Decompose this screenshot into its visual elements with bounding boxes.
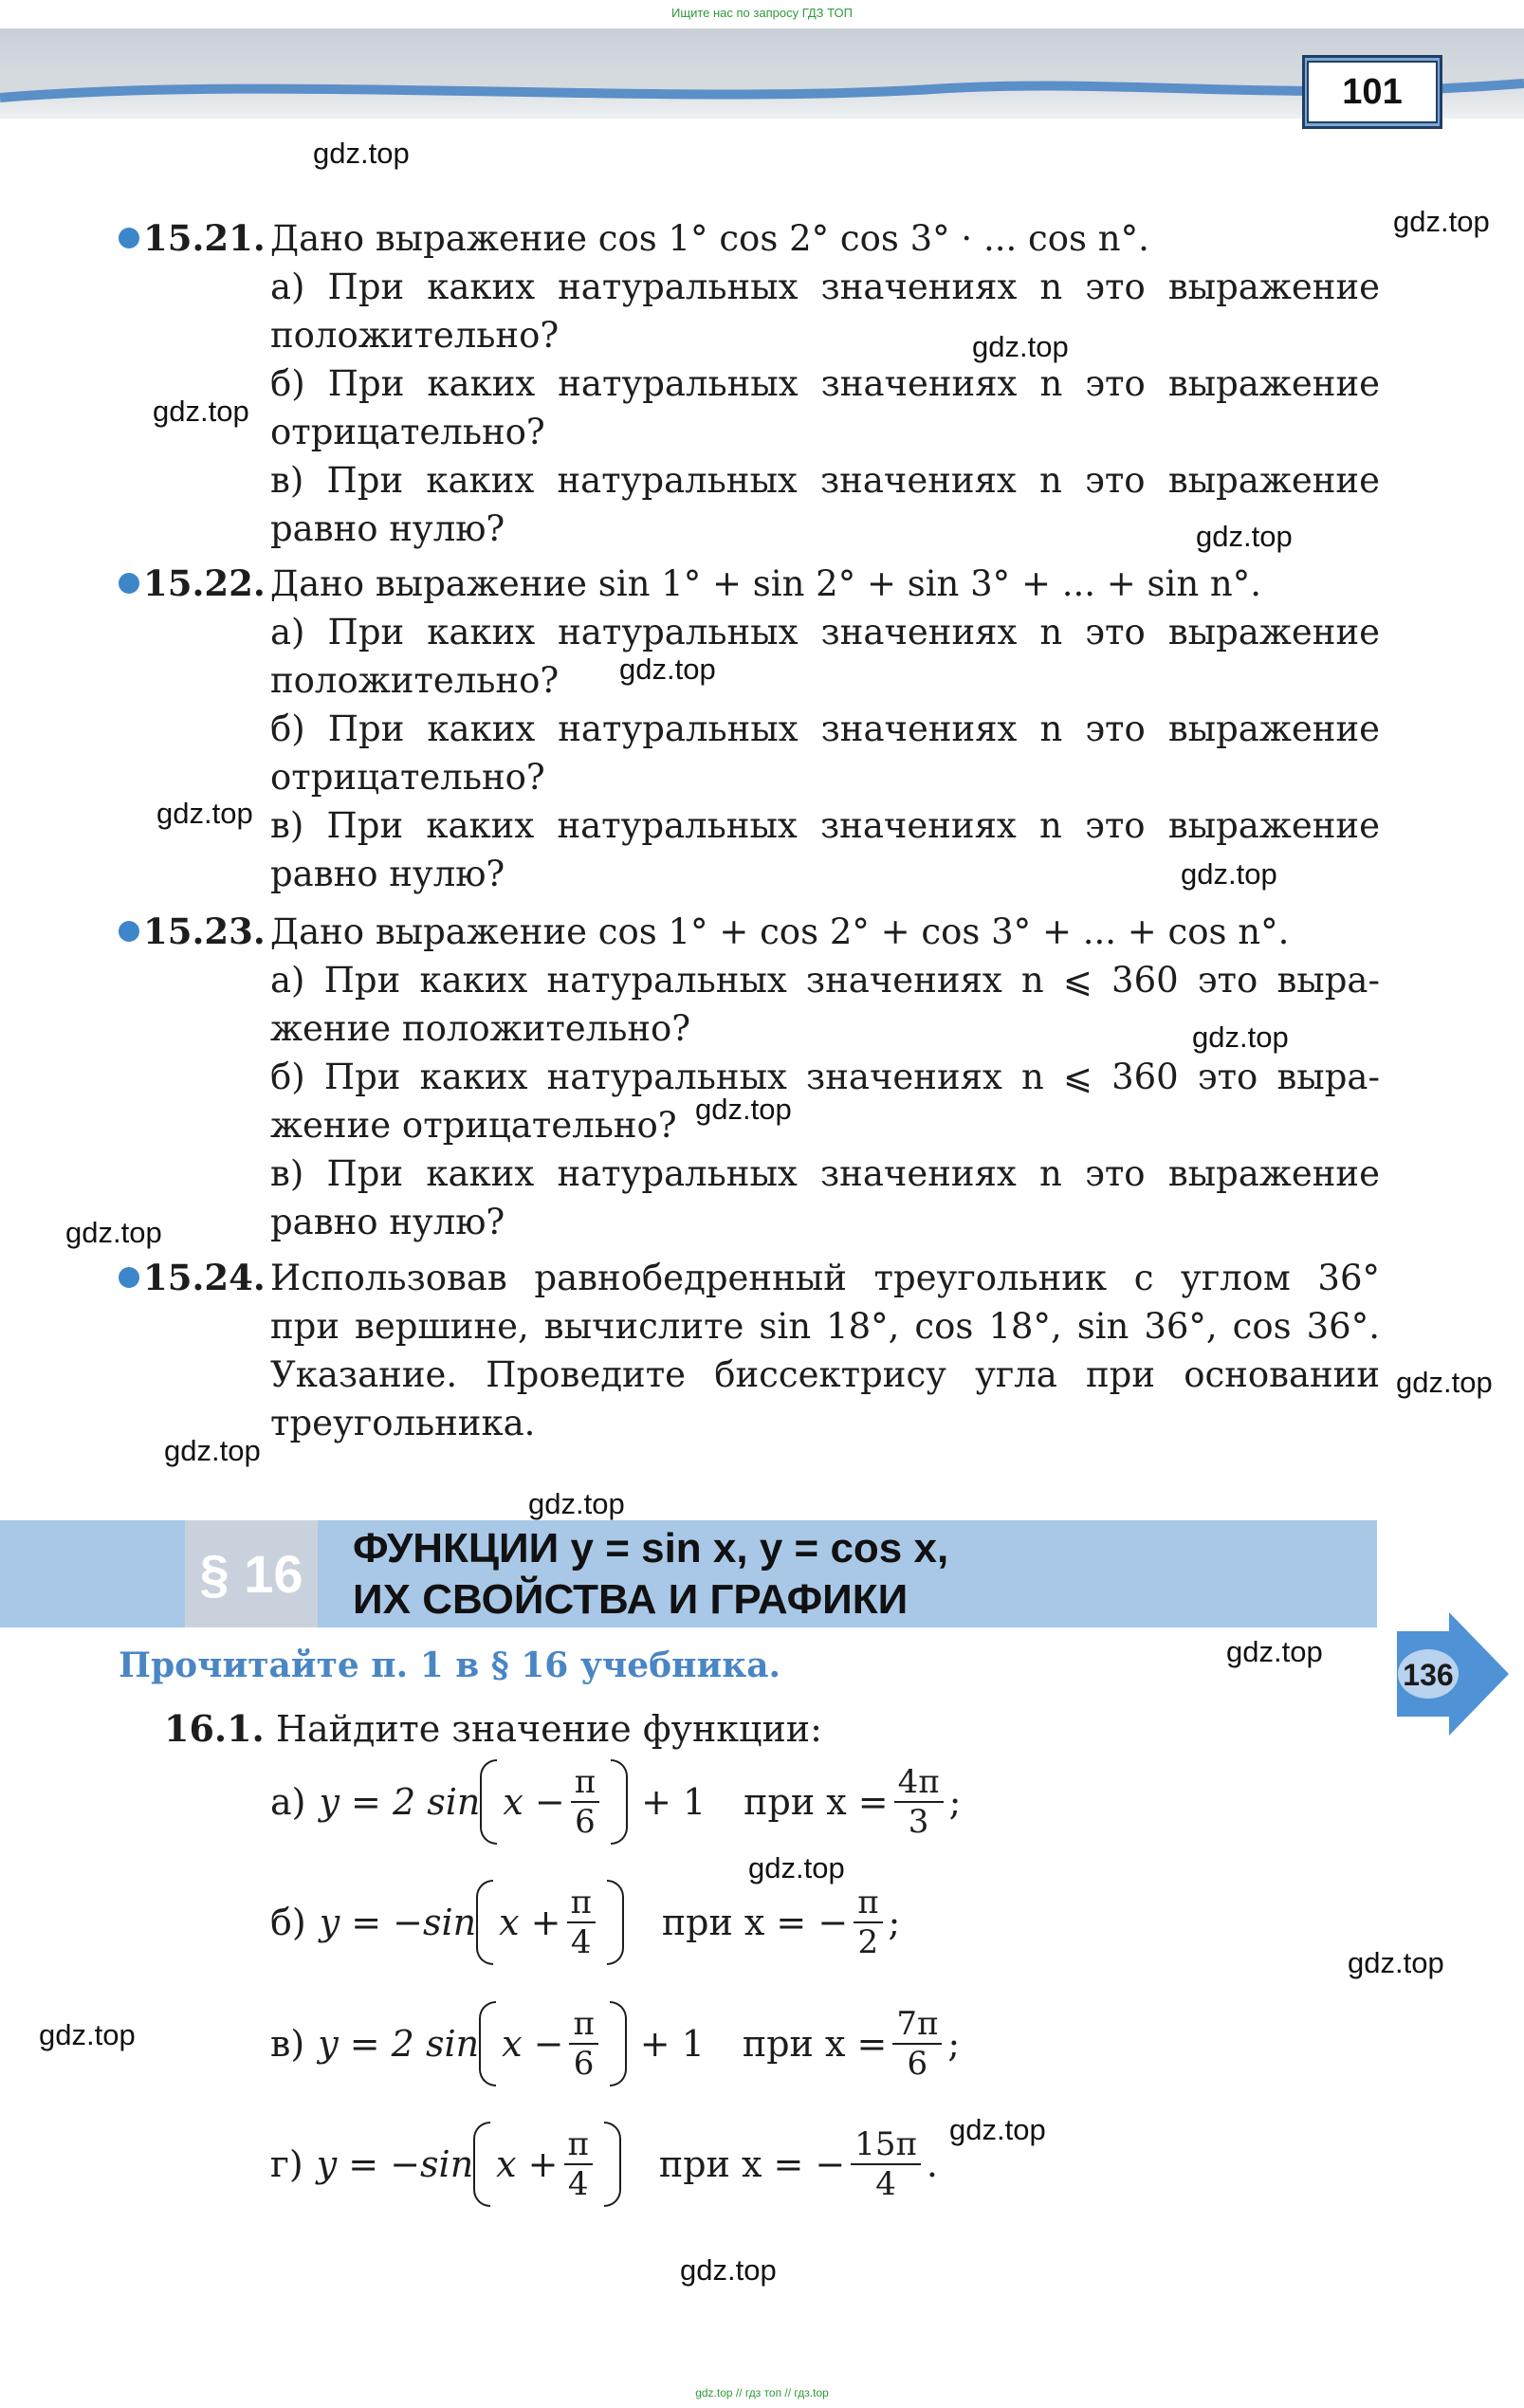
problem-number: 15.21.	[119, 214, 266, 263]
section-title	[353, 1520, 1377, 1626]
problem-15-24	[119, 1254, 1380, 1447]
watermark: gdz.top	[1192, 1020, 1289, 1054]
problem-line: б) При каких натуральных значениях n это выражение	[270, 708, 1380, 749]
header-wave	[0, 71, 1524, 128]
problem-line: равно нулю?	[270, 508, 505, 549]
problem-line: отрицательно?	[270, 757, 545, 798]
problem-number: 15.22.	[119, 560, 266, 608]
formula-item: г) y = −sin x + $\frac{\pi}{4}$ при x = − $\frac{15\pi}{4}$ .	[270, 2122, 938, 2207]
watermark: gdz.top	[1181, 857, 1277, 891]
watermark: gdz.top	[949, 2113, 1046, 2146]
problem-line: Дано выражение cos 1° cos 2° cos 3° · ... cos n°.	[270, 218, 1149, 259]
problem-line: а) При каких натуральных значениях n ⩽ 360 это выра-	[270, 960, 1380, 1001]
bottom-note: gdz.top // гдз топ // гдз.top	[695, 2386, 829, 2399]
problem-line: равно нулю?	[270, 1202, 505, 1242]
watermark: gdz.top	[619, 653, 716, 686]
problem-line: Использовав равнобедренный треугольник с углом 36°	[270, 1258, 1380, 1298]
problem-line: Указание. Проведите биссектрису угла при основании	[270, 1354, 1380, 1395]
section-title-line: ФУНКЦИИ y = sin x, y = cos x,	[353, 1525, 949, 1572]
problem-line: в) При каких натуральных значениях n это выражение	[270, 460, 1380, 501]
watermark: gdz.top	[528, 1487, 625, 1520]
watermark: gdz.top	[1393, 205, 1490, 238]
section-tab: § 16	[185, 1520, 318, 1627]
task-heading: 16.1. Найдите значение функции:	[164, 1707, 822, 1750]
problem-line: положительно?	[270, 660, 560, 701]
problem-15-21	[119, 214, 1380, 553]
watermark: gdz.top	[65, 1216, 162, 1249]
formula-item: б) y = −sin x + $\frac{\pi}{4}$ при x = − $\frac{\pi}{2}$ ;	[270, 1880, 900, 1965]
problem-15-22	[119, 560, 1380, 898]
watermark: gdz.top	[164, 1434, 261, 1467]
side-badge: 136	[1403, 1658, 1454, 1692]
watermark: gdz.top	[972, 330, 1069, 363]
problem-line: положительно?	[270, 315, 560, 356]
problem-line: жение отрицательно?	[270, 1105, 677, 1146]
problem-number: 15.24.	[119, 1254, 266, 1302]
watermark: gdz.top	[695, 1093, 792, 1126]
problem-number: 15.23.	[119, 908, 266, 956]
problem-line: а) При каких натуральных значениях n это выражение	[270, 267, 1380, 307]
watermark: gdz.top	[1348, 1946, 1444, 1979]
watermark: gdz.top	[1396, 1366, 1493, 1399]
page-number: 101	[1307, 61, 1438, 123]
problem-line: в) При каких натуральных значениях n это выражение	[270, 1153, 1380, 1194]
watermark: gdz.top	[680, 2253, 777, 2287]
section-title-line: ИХ СВОЙСТВА И ГРАФИКИ	[353, 1576, 909, 1623]
page-link-arrow-icon	[1387, 1612, 1511, 1736]
problem-line: б) При каких натуральных значениях n это выражение	[270, 363, 1380, 404]
watermark: gdz.top	[1196, 520, 1293, 553]
watermark: gdz.top	[1226, 1635, 1323, 1668]
problem-line: б) При каких натуральных значениях n ⩽ 360 это выра-	[270, 1057, 1380, 1097]
problem-line: равно нулю?	[270, 854, 505, 894]
problem-line: отрицательно?	[270, 412, 545, 452]
read-note: Прочитайте п. 1 в § 16 учебника.	[119, 1645, 781, 1685]
problem-line: Дано выражение cos 1° + cos 2° + cos 3° + ... + cos n°.	[270, 911, 1290, 952]
formula-item: в) y = 2 sin x − $\frac{\pi}{6}$ + 1 при x = $\frac{7\pi}{6}$ ;	[270, 2001, 960, 2086]
top-note: Ищите нас по запросу ГДЗ ТОП	[671, 6, 853, 20]
bullet-icon	[119, 1267, 139, 1288]
problem-line: жение положительно?	[270, 1008, 691, 1049]
watermark: gdz.top	[153, 395, 249, 428]
problem-15-23	[119, 908, 1380, 1246]
problem-line: Дано выражение sin 1° + sin 2° + sin 3° + ... + sin n°.	[270, 563, 1262, 604]
bullet-icon	[119, 921, 139, 942]
watermark: gdz.top	[39, 2018, 136, 2051]
watermark: gdz.top	[156, 797, 253, 830]
bullet-icon	[119, 573, 139, 594]
formula-item: а) y = 2 sin x − $\frac{\pi}{6}$ + 1 при x = $\frac{4\pi}{3}$ ;	[270, 1759, 961, 1845]
problem-line: при вершине, вычислите sin 18°, cos 18°, sin 36°, cos 36°.	[270, 1306, 1380, 1347]
problem-line: треугольника.	[270, 1403, 536, 1443]
bullet-icon	[119, 228, 139, 248]
watermark: gdz.top	[748, 1851, 845, 1884]
problem-line: а) При каких натуральных значениях n это выражение	[270, 612, 1380, 653]
watermark: gdz.top	[313, 137, 410, 170]
problem-line: в) При каких натуральных значениях n это выражение	[270, 805, 1380, 846]
